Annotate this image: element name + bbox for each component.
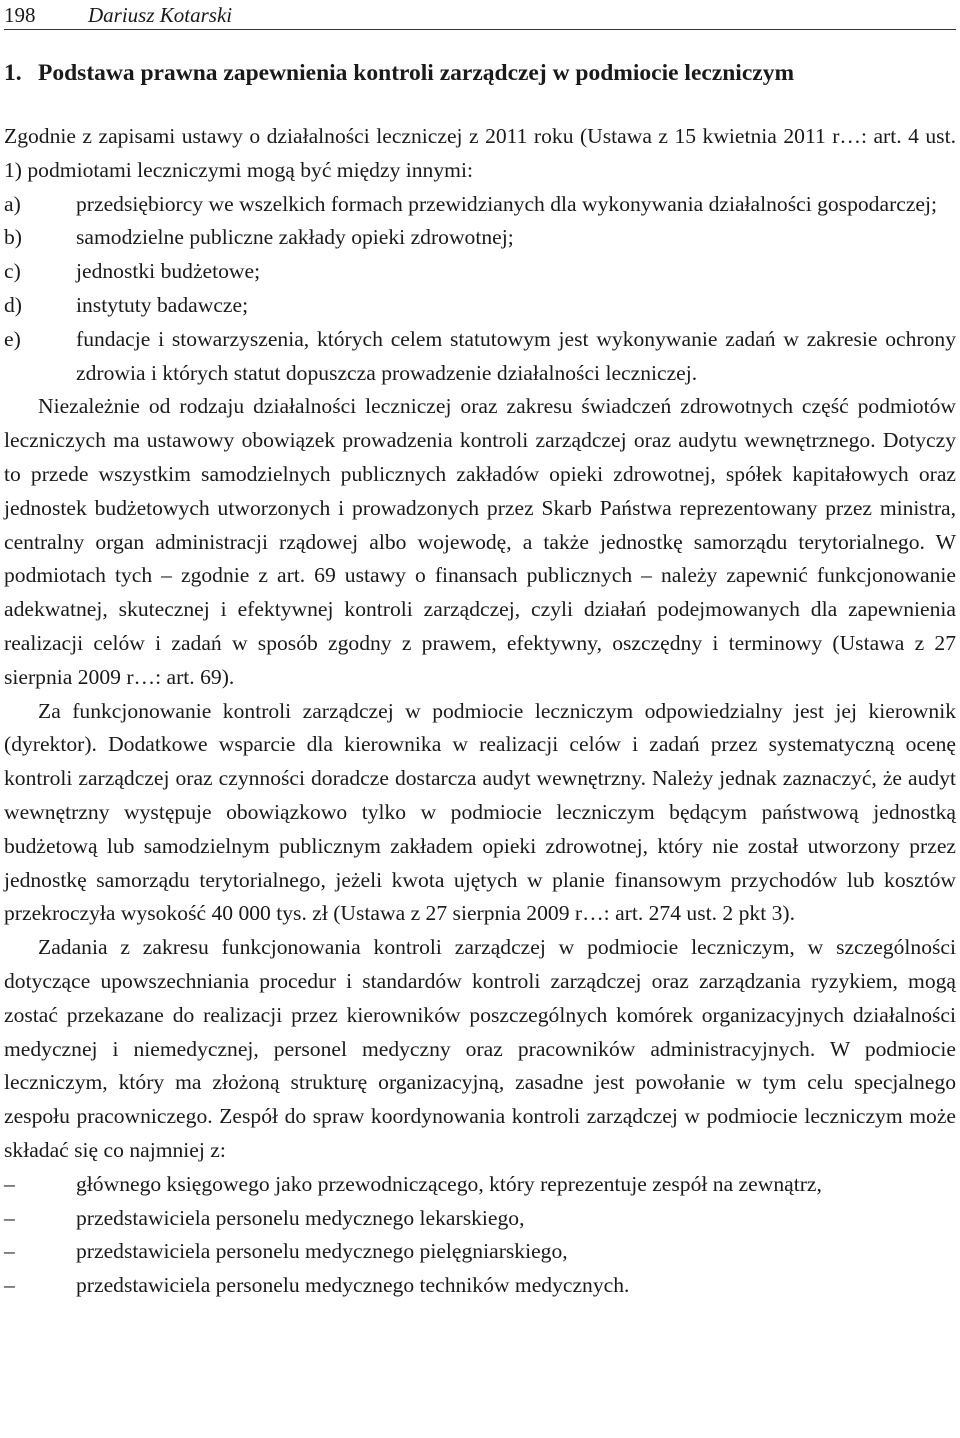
list-marker: b) xyxy=(4,225,22,250)
list-item xyxy=(4,255,956,289)
team-member-list xyxy=(4,1168,956,1303)
dash-marker: – xyxy=(4,1273,15,1298)
list-marker: c) xyxy=(4,259,21,284)
list-item-text: przedstawiciela personelu medycznego techników medycznych. xyxy=(76,1273,630,1298)
list-item xyxy=(4,188,956,222)
body-paragraph: Zadania z zakresu funkcjonowania kontroli zarządczej w podmiocie leczniczym, w szczególności dotyczące upowszechniania procedur i standardów kontroli zarządczej oraz zarządzania ryzykiem, mogą zostać przekazane do realizacji przez kierowników poszczególnych komórek organizacyjnych działalności medycznej i niemedycznej, personel medyczny oraz pracowników administracyjnych. W podmiocie leczniczym, który ma złożoną strukturę organizacyjną, zasadne jest powołanie w tym celu specjalnego zespołu pracowniczego. Zespół do spraw koordynowania kontroli zarządczej w podmiocie leczniczym może składać się co najmniej z: xyxy=(4,935,956,1162)
list-marker: a) xyxy=(4,191,21,216)
list-marker: d) xyxy=(4,292,22,317)
list-item-text: instytuty badawcze; xyxy=(76,292,249,317)
list-item-text: przedstawiciela personelu medycznego lekarskiego, xyxy=(76,1205,525,1230)
body-paragraph: Niezależnie od rodzaju działalności leczniczej oraz zakresu świadczeń zdrowotnych część podmiotów leczniczych ma ustawowy obowiązek prowadzenia kontroli zarządczej oraz audytu wewnętrznego. Dotyczy to przede wszystkim samodzielnych publicznych zakładów opieki zdrowotnej, spółek kapitałowych oraz jednostek budżetowych utworzonych i prowadzonych przez Skarb Państwa reprezentowany przez ministra, centralny organ administracji rządowej albo wojewodę, a także jednostkę samorządu terytorialnego. W podmiotach tych – zgodnie z art. 69 ustawy o finansach publicznych – należy zapewnić funkcjonowanie adekwatnej, skutecznej i efektywnej kontroli zarządczej, czyli działań podejmowanych dla zapewnienia realizacji celów i zadań w sposób zgodny z prawem, efektywny, oszczędny i terminowy (Ustawa z 27 sierpnia 2009 r…: art. 69). xyxy=(4,394,956,689)
list-item-text: przedstawiciela personelu medycznego pielęgniarskiego, xyxy=(76,1239,568,1264)
section-heading xyxy=(4,58,956,88)
list-item-text: jednostki budżetowe; xyxy=(76,259,261,284)
dash-marker: – xyxy=(4,1239,15,1264)
running-head-author: Dariusz Kotarski xyxy=(88,3,233,27)
intro-paragraph: Zgodnie z zapisami ustawy o działalności leczniczej z 2011 roku (Ustawa z 15 kwietnia 2011 r…: art. 4 ust. 1) podmiotami leczniczymi mogą być między innymi: xyxy=(4,124,956,182)
list-item-text: samodzielne publiczne zakłady opieki zdrowotnej; xyxy=(76,225,514,250)
dash-marker: – xyxy=(4,1171,15,1196)
list-item xyxy=(4,1269,956,1303)
page-number: 198 xyxy=(4,3,36,27)
running-head xyxy=(4,2,956,30)
list-item xyxy=(4,323,956,391)
body-paragraph: Za funkcjonowanie kontroli zarządczej w podmiocie leczniczym odpowiedzialny jest jej kierownik (dyrektor). Dodatkowe wsparcie dla kierownika w realizacji celów i zadań przez systematyczną ocenę kontroli zarządczej oraz czynności doradcze dostarcza audyt wewnętrzny. Należy jednak zaznaczyć, że audyt wewnętrzny występuje obowiązkowo tylko w podmiocie leczniczym będącym państwową jednostką budżetową lub samodzielnym publicznym zakładem opieki zdrowotnej, który nie został utworzony przez jednostkę samorządu terytorialnego, jeżeli kwota ujętych w planie finansowym przychodów lub kosztów przekroczyła wysokość 40 000 tys. zł (Ustawa z 27 sierpnia 2009 r…: art. 274 ust. 2 pkt 3). xyxy=(4,698,956,926)
section-number: 1. xyxy=(4,60,22,86)
entity-list xyxy=(4,188,956,391)
list-item xyxy=(4,1202,956,1236)
list-item xyxy=(4,1168,956,1202)
section-title: Podstawa prawna zapewnienia kontroli zarządczej w podmiocie leczniczym xyxy=(38,60,795,86)
dash-marker: – xyxy=(4,1205,15,1230)
list-item xyxy=(4,221,956,255)
body-text xyxy=(4,120,956,1303)
list-item-text: przedsiębiorcy we wszelkich formach przewidzianych dla wykonywania działalności gospodarczej; xyxy=(76,191,938,216)
list-item xyxy=(4,1235,956,1269)
list-marker: e) xyxy=(4,326,21,351)
list-item xyxy=(4,289,956,323)
list-item-text: głównego księgowego jako przewodniczącego, który reprezentuje zespół na zewnątrz, xyxy=(76,1171,822,1196)
list-item-text: fundacje i stowarzyszenia, których celem statutowym jest wykonywanie zadań w zakresie ochrony zdrowia i których statut dopuszcza prowadzenie działalności leczniczej. xyxy=(76,326,956,385)
